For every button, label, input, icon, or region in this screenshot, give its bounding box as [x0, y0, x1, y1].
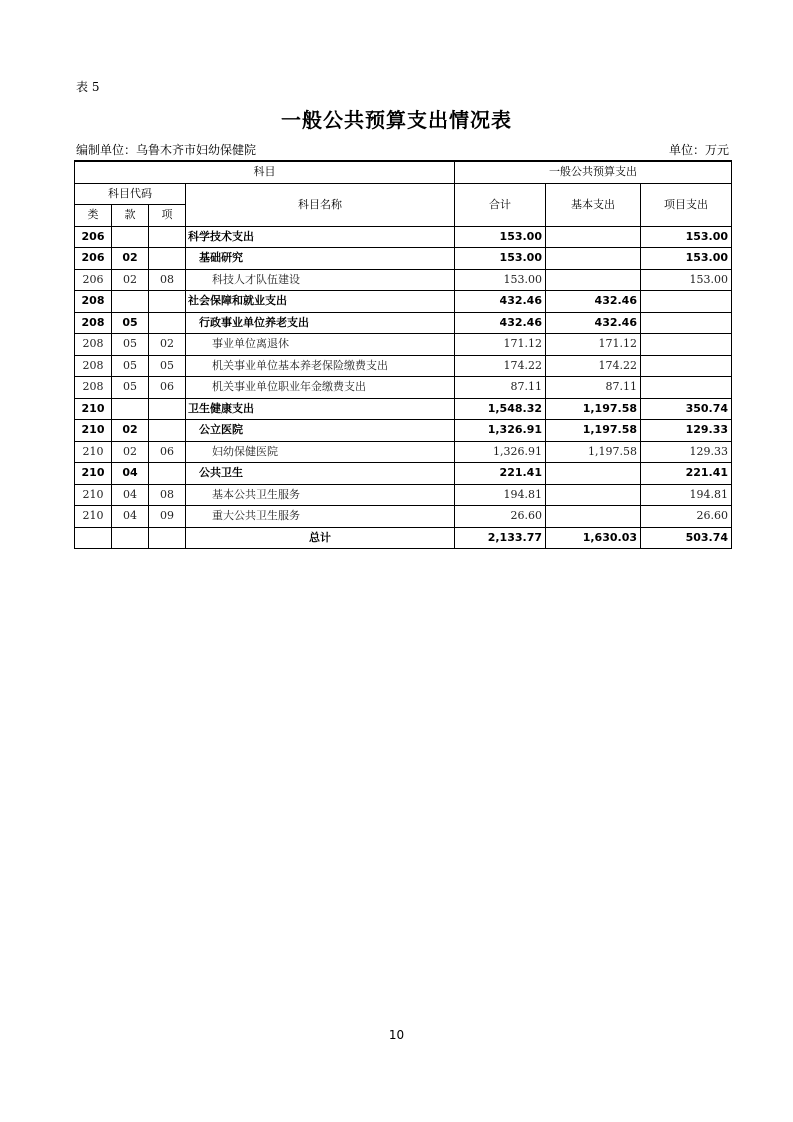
table-body: [75, 226, 732, 527]
page-number: 10: [388, 1028, 405, 1042]
table-row: [75, 334, 732, 356]
cell-total: 153.00: [455, 269, 546, 291]
header-total: 合计: [455, 183, 546, 226]
cell-kuan: 05: [112, 377, 149, 399]
cell-kuan: 02: [112, 269, 149, 291]
cell-name: 卫生健康支出: [186, 398, 455, 420]
total-label: 总计: [186, 527, 455, 549]
cell-total: 1,326.91: [455, 441, 546, 463]
cell-lei: 208: [75, 312, 112, 334]
cell-name: 事业单位离退休: [186, 334, 455, 356]
total-empty-xiang: [149, 527, 186, 549]
cell-xiang: 08: [149, 269, 186, 291]
cell-basic: 432.46: [546, 312, 641, 334]
cell-kuan: [112, 226, 149, 248]
cell-name: 社会保障和就业支出: [186, 291, 455, 313]
header-budget: 一般公共预算支出: [455, 161, 732, 183]
cell-project: 153.00: [641, 226, 732, 248]
cell-basic: 1,197.58: [546, 441, 641, 463]
cell-total: 432.46: [455, 291, 546, 313]
table-row: [75, 420, 732, 442]
header-basic: 基本支出: [546, 183, 641, 226]
cell-project: [641, 377, 732, 399]
cell-total: 153.00: [455, 226, 546, 248]
header-row-2: [75, 183, 732, 205]
cell-name: 机关事业单位职业年金缴费支出: [186, 377, 455, 399]
table-row: [75, 463, 732, 485]
cell-kuan: 04: [112, 463, 149, 485]
cell-xiang: [149, 248, 186, 270]
cell-project: 26.60: [641, 506, 732, 528]
cell-name: 重大公共卫生服务: [186, 506, 455, 528]
cell-kuan: 02: [112, 420, 149, 442]
table-row: [75, 377, 732, 399]
table-row: [75, 226, 732, 248]
cell-lei: 210: [75, 506, 112, 528]
cell-project: [641, 312, 732, 334]
table-row: [75, 484, 732, 506]
organization-label: 编制单位：乌鲁木齐市妇幼保健院: [76, 143, 257, 157]
header-row-1: [75, 161, 732, 183]
cell-total: 432.46: [455, 312, 546, 334]
table-row: [75, 506, 732, 528]
cell-basic: [546, 226, 641, 248]
cell-lei: 210: [75, 420, 112, 442]
cell-lei: 208: [75, 291, 112, 313]
table-row: [75, 248, 732, 270]
cell-total: 153.00: [455, 248, 546, 270]
cell-kuan: 05: [112, 355, 149, 377]
cell-basic: 87.11: [546, 377, 641, 399]
cell-kuan: 04: [112, 506, 149, 528]
cell-xiang: 06: [149, 441, 186, 463]
cell-basic: 1,197.58: [546, 398, 641, 420]
cell-xiang: [149, 398, 186, 420]
cell-basic: [546, 463, 641, 485]
cell-project: 194.81: [641, 484, 732, 506]
table-row: [75, 441, 732, 463]
cell-lei: 210: [75, 441, 112, 463]
cell-xiang: [149, 463, 186, 485]
cell-total: 87.11: [455, 377, 546, 399]
table-row: [75, 355, 732, 377]
cell-project: 129.33: [641, 420, 732, 442]
cell-name: 行政事业单位养老支出: [186, 312, 455, 334]
header-kuan: 款: [112, 205, 149, 227]
cell-kuan: [112, 291, 149, 313]
cell-basic: [546, 506, 641, 528]
cell-lei: 206: [75, 269, 112, 291]
header-project: 项目支出: [641, 183, 732, 226]
cell-xiang: 06: [149, 377, 186, 399]
cell-lei: 210: [75, 484, 112, 506]
table-row: [75, 398, 732, 420]
cell-total: 1,548.32: [455, 398, 546, 420]
cell-xiang: 09: [149, 506, 186, 528]
cell-name: 科技人才队伍建设: [186, 269, 455, 291]
cell-name: 基础研究: [186, 248, 455, 270]
cell-basic: [546, 484, 641, 506]
cell-name: 机关事业单位基本养老保险缴费支出: [186, 355, 455, 377]
cell-name: 妇幼保健医院: [186, 441, 455, 463]
cell-lei: 206: [75, 226, 112, 248]
cell-kuan: 02: [112, 441, 149, 463]
cell-project: [641, 334, 732, 356]
cell-kuan: 04: [112, 484, 149, 506]
document-title: 一般公共预算支出情况表: [281, 108, 512, 132]
unit-label: 单位：万元: [668, 143, 729, 157]
cell-basic: 171.12: [546, 334, 641, 356]
cell-xiang: 08: [149, 484, 186, 506]
cell-project: 221.41: [641, 463, 732, 485]
cell-xiang: [149, 291, 186, 313]
header-subject: 科目: [75, 161, 455, 183]
cell-basic: [546, 248, 641, 270]
total-project: 503.74: [641, 527, 732, 549]
total-empty-lei: [75, 527, 112, 549]
total-empty-kuan: [112, 527, 149, 549]
cell-xiang: [149, 420, 186, 442]
budget-table: [74, 160, 732, 549]
header-code: 科目代码: [75, 183, 186, 205]
cell-name: 基本公共卫生服务: [186, 484, 455, 506]
header-xiang: 项: [149, 205, 186, 227]
cell-name: 科学技术支出: [186, 226, 455, 248]
cell-lei: 208: [75, 377, 112, 399]
cell-basic: 1,197.58: [546, 420, 641, 442]
cell-project: 350.74: [641, 398, 732, 420]
cell-lei: 210: [75, 463, 112, 485]
cell-xiang: 05: [149, 355, 186, 377]
cell-kuan: 05: [112, 312, 149, 334]
cell-lei: 206: [75, 248, 112, 270]
total-amount: 2,133.77: [455, 527, 546, 549]
cell-xiang: [149, 312, 186, 334]
cell-project: [641, 291, 732, 313]
cell-total: 1,326.91: [455, 420, 546, 442]
cell-kuan: [112, 398, 149, 420]
cell-basic: [546, 269, 641, 291]
cell-basic: 432.46: [546, 291, 641, 313]
total-basic: 1,630.03: [546, 527, 641, 549]
cell-total: 194.81: [455, 484, 546, 506]
cell-lei: 208: [75, 355, 112, 377]
header-name: 科目名称: [186, 183, 455, 226]
total-row: [75, 527, 732, 549]
cell-total: 171.12: [455, 334, 546, 356]
cell-kuan: 05: [112, 334, 149, 356]
cell-xiang: 02: [149, 334, 186, 356]
table-row: [75, 291, 732, 313]
cell-basic: 174.22: [546, 355, 641, 377]
cell-total: 26.60: [455, 506, 546, 528]
cell-lei: 210: [75, 398, 112, 420]
cell-project: 129.33: [641, 441, 732, 463]
table-number-label: 表 5: [76, 80, 100, 94]
cell-kuan: 02: [112, 248, 149, 270]
cell-lei: 208: [75, 334, 112, 356]
cell-project: [641, 355, 732, 377]
cell-xiang: [149, 226, 186, 248]
cell-total: 221.41: [455, 463, 546, 485]
table-row: [75, 312, 732, 334]
table-row: [75, 269, 732, 291]
cell-name: 公共卫生: [186, 463, 455, 485]
cell-project: 153.00: [641, 248, 732, 270]
cell-name: 公立医院: [186, 420, 455, 442]
cell-total: 174.22: [455, 355, 546, 377]
cell-project: 153.00: [641, 269, 732, 291]
header-lei: 类: [75, 205, 112, 227]
